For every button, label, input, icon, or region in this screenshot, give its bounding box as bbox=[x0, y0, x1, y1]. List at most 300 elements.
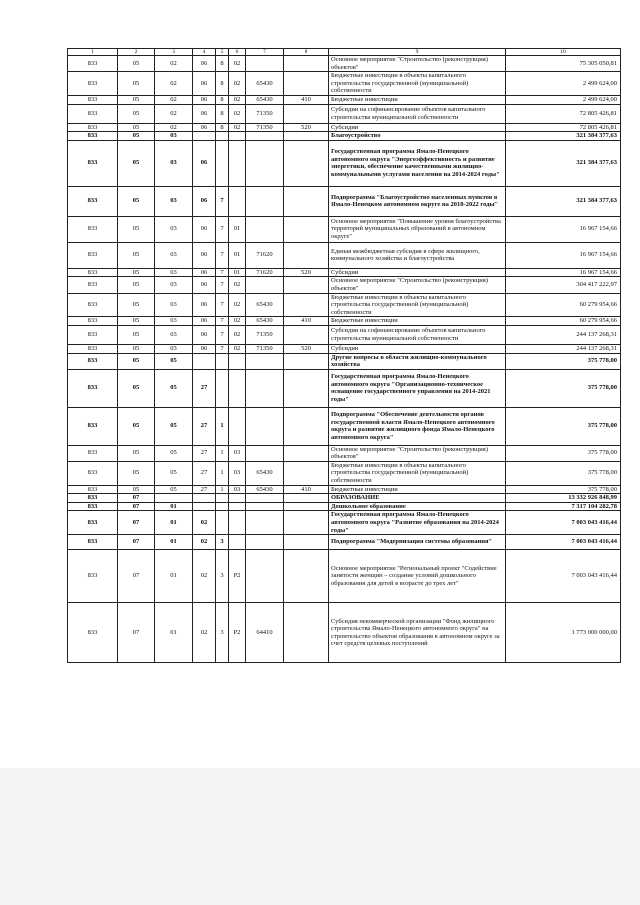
item-name-cell: Бюджетные инвестиции в объекты капитального строительства государственной (муниципальной) собственности bbox=[329, 293, 506, 317]
subsection-code-cell: 05 bbox=[155, 485, 193, 494]
ministry-code-cell: 833 bbox=[68, 353, 118, 369]
subprogram-code-cell: 7 bbox=[216, 186, 229, 216]
event-code-cell: P2 bbox=[229, 603, 246, 663]
subprogram-code-cell: 1 bbox=[216, 461, 229, 485]
direction-code-cell bbox=[246, 140, 284, 186]
direction-code-cell: 65430 bbox=[246, 485, 284, 494]
table-row bbox=[68, 461, 621, 485]
section-code-cell: 05 bbox=[118, 293, 155, 317]
ministry-code-cell: 833 bbox=[68, 56, 118, 72]
item-name-cell: Подпрограмма "Модернизация системы образования" bbox=[329, 535, 506, 550]
program-code-cell: 06 bbox=[193, 95, 216, 104]
subprogram-code-cell: 1 bbox=[216, 445, 229, 461]
ministry-code-cell: 833 bbox=[68, 502, 118, 511]
item-name-cell: Бюджетные инвестиции bbox=[329, 317, 506, 326]
direction-code-cell: 71350 bbox=[246, 123, 284, 132]
item-name-cell: ОБРАЗОВАНИЕ bbox=[329, 494, 506, 503]
program-code-cell: 06 bbox=[193, 186, 216, 216]
section-code-cell: 05 bbox=[118, 123, 155, 132]
expense-type-code-cell bbox=[284, 369, 329, 407]
amount-cell: 375 778,00 bbox=[506, 353, 621, 369]
direction-code-cell bbox=[246, 494, 284, 503]
table-row bbox=[68, 485, 621, 494]
direction-code-cell bbox=[246, 502, 284, 511]
section-code-cell: 05 bbox=[118, 140, 155, 186]
table-row bbox=[68, 353, 621, 369]
event-code-cell bbox=[229, 407, 246, 445]
subsection-code-cell: 03 bbox=[155, 344, 193, 353]
table-row bbox=[68, 502, 621, 511]
expense-type-code-cell bbox=[284, 494, 329, 503]
subsection-code-cell: 02 bbox=[155, 104, 193, 123]
direction-code-cell bbox=[246, 216, 284, 242]
direction-code-cell: 71620 bbox=[246, 268, 284, 277]
column-header: 8 bbox=[284, 49, 329, 56]
ministry-code-cell: 833 bbox=[68, 461, 118, 485]
direction-code-cell bbox=[246, 353, 284, 369]
amount-cell: 75 305 050,81 bbox=[506, 56, 621, 72]
subprogram-code-cell: 7 bbox=[216, 325, 229, 344]
amount-cell: 72 805 426,81 bbox=[506, 104, 621, 123]
ministry-code-cell: 833 bbox=[68, 325, 118, 344]
amount-cell: 375 778,00 bbox=[506, 407, 621, 445]
table-row bbox=[68, 317, 621, 326]
subprogram-code-cell: 7 bbox=[216, 242, 229, 268]
program-code-cell: 06 bbox=[193, 56, 216, 72]
ministry-code-cell: 833 bbox=[68, 494, 118, 503]
program-code-cell: 06 bbox=[193, 123, 216, 132]
item-name-cell: Подпрограмма "Благоустройство населенных пунктов в Ямало-Ненецком автономном округе на 2018-2022 годы" bbox=[329, 186, 506, 216]
table-row bbox=[68, 445, 621, 461]
ministry-code-cell: 833 bbox=[68, 242, 118, 268]
table-row bbox=[68, 95, 621, 104]
subprogram-code-cell bbox=[216, 511, 229, 535]
subsection-code-cell: 03 bbox=[155, 242, 193, 268]
section-code-cell: 05 bbox=[118, 56, 155, 72]
amount-cell: 7 003 043 416,44 bbox=[506, 550, 621, 603]
amount-cell: 7 003 043 416,44 bbox=[506, 511, 621, 535]
expense-type-code-cell bbox=[284, 72, 329, 96]
section-code-cell: 05 bbox=[118, 461, 155, 485]
amount-cell: 304 417 222,97 bbox=[506, 277, 621, 293]
table-row bbox=[68, 123, 621, 132]
subsection-code-cell: 05 bbox=[155, 461, 193, 485]
table-row bbox=[68, 268, 621, 277]
direction-code-cell: 64410 bbox=[246, 603, 284, 663]
item-name-cell: Бюджетные инвестиции bbox=[329, 95, 506, 104]
table-row bbox=[68, 535, 621, 550]
amount-cell: 244 137 268,31 bbox=[506, 344, 621, 353]
section-code-cell: 07 bbox=[118, 535, 155, 550]
direction-code-cell bbox=[246, 407, 284, 445]
direction-code-cell: 65430 bbox=[246, 461, 284, 485]
ministry-code-cell: 833 bbox=[68, 268, 118, 277]
event-code-cell bbox=[229, 186, 246, 216]
section-code-cell: 05 bbox=[118, 104, 155, 123]
item-name-cell: Дошкольное образование bbox=[329, 502, 506, 511]
subsection-code-cell: 03 bbox=[155, 216, 193, 242]
program-code-cell bbox=[193, 353, 216, 369]
ministry-code-cell: 833 bbox=[68, 293, 118, 317]
program-code-cell bbox=[193, 132, 216, 141]
column-header: 3 bbox=[155, 49, 193, 56]
subsection-code-cell: 01 bbox=[155, 502, 193, 511]
item-name-cell: Бюджетные инвестиции в объекты капитального строительства государственной (муниципальной) собственности bbox=[329, 72, 506, 96]
section-code-cell: 05 bbox=[118, 268, 155, 277]
subsection-code-cell: 03 bbox=[155, 293, 193, 317]
subsection-code-cell: 05 bbox=[155, 445, 193, 461]
item-name-cell: Другие вопросы в области жилищно-коммунального хозяйства bbox=[329, 353, 506, 369]
ministry-code-cell: 833 bbox=[68, 123, 118, 132]
amount-cell: 60 279 954,66 bbox=[506, 293, 621, 317]
amount-cell: 321 384 377,63 bbox=[506, 140, 621, 186]
event-code-cell: 01 bbox=[229, 268, 246, 277]
subprogram-code-cell: 8 bbox=[216, 123, 229, 132]
amount-cell: 72 805 426,81 bbox=[506, 123, 621, 132]
table-row bbox=[68, 293, 621, 317]
column-header: 6 bbox=[229, 49, 246, 56]
subsection-code-cell: 01 bbox=[155, 603, 193, 663]
program-code-cell: 06 bbox=[193, 216, 216, 242]
direction-code-cell bbox=[246, 186, 284, 216]
item-name-cell: Бюджетные инвестиции в объекты капитального строительства государственной (муниципальной) собственности bbox=[329, 461, 506, 485]
amount-cell: 2 499 624,00 bbox=[506, 72, 621, 96]
item-name-cell: Благоустройство bbox=[329, 132, 506, 141]
ministry-code-cell: 833 bbox=[68, 511, 118, 535]
amount-cell: 16 967 154,66 bbox=[506, 242, 621, 268]
event-code-cell bbox=[229, 140, 246, 186]
ministry-code-cell: 833 bbox=[68, 277, 118, 293]
expense-type-code-cell bbox=[284, 104, 329, 123]
expense-type-code-cell bbox=[284, 445, 329, 461]
program-code-cell: 06 bbox=[193, 104, 216, 123]
section-code-cell: 05 bbox=[118, 277, 155, 293]
subsection-code-cell: 02 bbox=[155, 56, 193, 72]
section-code-cell: 07 bbox=[118, 494, 155, 503]
amount-cell: 7 003 043 416,44 bbox=[506, 535, 621, 550]
subsection-code-cell: 02 bbox=[155, 95, 193, 104]
subprogram-code-cell: 7 bbox=[216, 344, 229, 353]
ministry-code-cell: 833 bbox=[68, 72, 118, 96]
item-name-cell: Субсидия некоммерческой организации "Фонд жилищного строительства Ямало-Ненецкого автономного округа" на строительство объектов образования в автономном округе за счет средств целевых поступлений bbox=[329, 603, 506, 663]
item-name-cell: Единая межбюджетная субсидия в сфере жилищного, коммунального хозяйства и благоустройства bbox=[329, 242, 506, 268]
program-code-cell: 02 bbox=[193, 550, 216, 603]
event-code-cell bbox=[229, 535, 246, 550]
event-code-cell bbox=[229, 132, 246, 141]
event-code-cell bbox=[229, 502, 246, 511]
program-code-cell: 27 bbox=[193, 407, 216, 445]
event-code-cell: 03 bbox=[229, 445, 246, 461]
table-row bbox=[68, 325, 621, 344]
table-row bbox=[68, 72, 621, 96]
program-code-cell: 02 bbox=[193, 511, 216, 535]
event-code-cell: 02 bbox=[229, 293, 246, 317]
column-header: 4 bbox=[193, 49, 216, 56]
program-code-cell: 06 bbox=[193, 268, 216, 277]
subsection-code-cell: 03 bbox=[155, 317, 193, 326]
expense-type-code-cell bbox=[284, 502, 329, 511]
section-code-cell: 05 bbox=[118, 325, 155, 344]
program-code-cell: 06 bbox=[193, 242, 216, 268]
event-code-cell bbox=[229, 353, 246, 369]
column-header: 2 bbox=[118, 49, 155, 56]
amount-cell: 16 967 154,66 bbox=[506, 268, 621, 277]
table-row bbox=[68, 494, 621, 503]
amount-cell: 244 137 268,31 bbox=[506, 325, 621, 344]
subprogram-code-cell bbox=[216, 353, 229, 369]
section-code-cell: 07 bbox=[118, 603, 155, 663]
item-name-cell: Бюджетные инвестиции bbox=[329, 485, 506, 494]
amount-cell: 2 499 624,00 bbox=[506, 95, 621, 104]
amount-cell: 375 778,00 bbox=[506, 461, 621, 485]
subprogram-code-cell: 3 bbox=[216, 603, 229, 663]
expense-type-code-cell bbox=[284, 535, 329, 550]
subprogram-code-cell: 8 bbox=[216, 56, 229, 72]
amount-cell: 60 279 954,66 bbox=[506, 317, 621, 326]
expense-type-code-cell bbox=[284, 461, 329, 485]
ministry-code-cell: 833 bbox=[68, 550, 118, 603]
direction-code-cell: 65430 bbox=[246, 72, 284, 96]
subsection-code-cell: 05 bbox=[155, 407, 193, 445]
event-code-cell: 01 bbox=[229, 242, 246, 268]
program-code-cell bbox=[193, 494, 216, 503]
amount-cell: 375 778,00 bbox=[506, 485, 621, 494]
subsection-code-cell: 01 bbox=[155, 535, 193, 550]
ministry-code-cell: 833 bbox=[68, 407, 118, 445]
section-code-cell: 05 bbox=[118, 485, 155, 494]
direction-code-cell: 65430 bbox=[246, 95, 284, 104]
table-row bbox=[68, 140, 621, 186]
amount-cell: 7 317 104 282,78 bbox=[506, 502, 621, 511]
section-code-cell: 05 bbox=[118, 344, 155, 353]
subsection-code-cell: 05 bbox=[155, 353, 193, 369]
event-code-cell: 02 bbox=[229, 95, 246, 104]
expense-type-code-cell bbox=[284, 140, 329, 186]
section-code-cell: 05 bbox=[118, 95, 155, 104]
subprogram-code-cell: 7 bbox=[216, 317, 229, 326]
table-row bbox=[68, 104, 621, 123]
ministry-code-cell: 833 bbox=[68, 95, 118, 104]
expense-type-code-cell bbox=[284, 293, 329, 317]
subsection-code-cell: 03 bbox=[155, 140, 193, 186]
amount-cell: 16 967 154,66 bbox=[506, 216, 621, 242]
ministry-code-cell: 833 bbox=[68, 104, 118, 123]
column-header-row bbox=[68, 49, 621, 56]
expense-type-code-cell bbox=[284, 132, 329, 141]
ministry-code-cell: 833 bbox=[68, 535, 118, 550]
section-code-cell: 05 bbox=[118, 132, 155, 141]
table-row bbox=[68, 216, 621, 242]
subprogram-code-cell: 7 bbox=[216, 216, 229, 242]
program-code-cell: 27 bbox=[193, 445, 216, 461]
table-row bbox=[68, 603, 621, 663]
expense-type-code-cell: 410 bbox=[284, 485, 329, 494]
event-code-cell: 02 bbox=[229, 277, 246, 293]
subsection-code-cell: 05 bbox=[155, 369, 193, 407]
table-row bbox=[68, 242, 621, 268]
expense-type-code-cell bbox=[284, 186, 329, 216]
expense-type-code-cell: 410 bbox=[284, 95, 329, 104]
expense-type-code-cell bbox=[284, 550, 329, 603]
expense-type-code-cell bbox=[284, 353, 329, 369]
ministry-code-cell: 833 bbox=[68, 186, 118, 216]
direction-code-cell: 71350 bbox=[246, 104, 284, 123]
amount-cell: 321 384 377,63 bbox=[506, 186, 621, 216]
program-code-cell: 06 bbox=[193, 140, 216, 186]
subprogram-code-cell: 1 bbox=[216, 407, 229, 445]
subsection-code-cell: 03 bbox=[155, 186, 193, 216]
event-code-cell: 02 bbox=[229, 344, 246, 353]
amount-cell: 321 384 377,63 bbox=[506, 132, 621, 141]
section-code-cell: 05 bbox=[118, 216, 155, 242]
program-code-cell: 27 bbox=[193, 461, 216, 485]
event-code-cell: 02 bbox=[229, 56, 246, 72]
subprogram-code-cell: 1 bbox=[216, 485, 229, 494]
direction-code-cell bbox=[246, 445, 284, 461]
ministry-code-cell: 833 bbox=[68, 140, 118, 186]
table-row bbox=[68, 344, 621, 353]
section-code-cell: 07 bbox=[118, 550, 155, 603]
expense-type-code-cell bbox=[284, 325, 329, 344]
program-code-cell: 06 bbox=[193, 72, 216, 96]
item-name-cell: Основное мероприятие "Повышение уровня благоустройства территорий муниципальных образований в автономном округе" bbox=[329, 216, 506, 242]
expense-type-code-cell bbox=[284, 56, 329, 72]
direction-code-cell bbox=[246, 511, 284, 535]
section-code-cell: 07 bbox=[118, 502, 155, 511]
amount-cell: 13 332 926 848,99 bbox=[506, 494, 621, 503]
subsection-code-cell bbox=[155, 494, 193, 503]
subprogram-code-cell bbox=[216, 369, 229, 407]
event-code-cell bbox=[229, 511, 246, 535]
expense-type-code-cell: 520 bbox=[284, 123, 329, 132]
table-row bbox=[68, 550, 621, 603]
section-code-cell: 05 bbox=[118, 407, 155, 445]
expense-type-code-cell bbox=[284, 216, 329, 242]
program-code-cell: 06 bbox=[193, 344, 216, 353]
subsection-code-cell: 01 bbox=[155, 550, 193, 603]
subprogram-code-cell: 3 bbox=[216, 550, 229, 603]
direction-code-cell: 65430 bbox=[246, 293, 284, 317]
ministry-code-cell: 833 bbox=[68, 445, 118, 461]
direction-code-cell: 71620 bbox=[246, 242, 284, 268]
event-code-cell: 03 bbox=[229, 485, 246, 494]
item-name-cell: Государственная программа Ямало-Ненецкого автономного округа "Энергоэффективность и развитие энергетики, обеспечение качественными жилищно-коммунальными услугами населения на 2014-2024 годы" bbox=[329, 140, 506, 186]
item-name-cell: Субсидии bbox=[329, 123, 506, 132]
item-name-cell: Подпрограмма "Обеспечение деятельности органов государственной власти Ямало-Ненецкого автономного округа и развитие жилищного фонда Ямало-Ненецкого автономного округа" bbox=[329, 407, 506, 445]
subprogram-code-cell: 8 bbox=[216, 72, 229, 96]
direction-code-cell bbox=[246, 535, 284, 550]
expense-type-code-cell: 520 bbox=[284, 268, 329, 277]
subsection-code-cell: 03 bbox=[155, 325, 193, 344]
amount-cell: 375 778,00 bbox=[506, 445, 621, 461]
direction-code-cell bbox=[246, 369, 284, 407]
expense-type-code-cell bbox=[284, 407, 329, 445]
expense-type-code-cell bbox=[284, 511, 329, 535]
table-row bbox=[68, 56, 621, 72]
direction-code-cell bbox=[246, 550, 284, 603]
event-code-cell: P2 bbox=[229, 550, 246, 603]
subprogram-code-cell bbox=[216, 132, 229, 141]
column-header: 5 bbox=[216, 49, 229, 56]
column-header: 10 bbox=[506, 49, 621, 56]
program-code-cell: 02 bbox=[193, 603, 216, 663]
expense-type-code-cell: 520 bbox=[284, 344, 329, 353]
direction-code-cell: 71350 bbox=[246, 325, 284, 344]
scan-margin bbox=[0, 768, 640, 905]
subsection-code-cell: 02 bbox=[155, 123, 193, 132]
subsection-code-cell: 02 bbox=[155, 72, 193, 96]
section-code-cell: 05 bbox=[118, 317, 155, 326]
subprogram-code-cell: 8 bbox=[216, 95, 229, 104]
program-code-cell: 27 bbox=[193, 485, 216, 494]
program-code-cell: 27 bbox=[193, 369, 216, 407]
event-code-cell: 02 bbox=[229, 72, 246, 96]
subprogram-code-cell: 7 bbox=[216, 277, 229, 293]
table-row bbox=[68, 132, 621, 141]
table-row bbox=[68, 277, 621, 293]
item-name-cell: Основное мероприятие "Строительство (реконструкция) объектов" bbox=[329, 277, 506, 293]
table-row bbox=[68, 369, 621, 407]
program-code-cell: 06 bbox=[193, 325, 216, 344]
ministry-code-cell: 833 bbox=[68, 369, 118, 407]
expense-type-code-cell bbox=[284, 277, 329, 293]
item-name-cell: Субсидии на софинансирование объектов капитального строительства муниципальной собственности bbox=[329, 325, 506, 344]
ministry-code-cell: 833 bbox=[68, 603, 118, 663]
program-code-cell bbox=[193, 502, 216, 511]
subprogram-code-cell: 7 bbox=[216, 268, 229, 277]
ministry-code-cell: 833 bbox=[68, 344, 118, 353]
direction-code-cell bbox=[246, 277, 284, 293]
event-code-cell bbox=[229, 369, 246, 407]
ministry-code-cell: 833 bbox=[68, 216, 118, 242]
subprogram-code-cell: 7 bbox=[216, 293, 229, 317]
column-header: 7 bbox=[246, 49, 284, 56]
table-row bbox=[68, 511, 621, 535]
event-code-cell: 01 bbox=[229, 216, 246, 242]
budget-table bbox=[67, 48, 621, 663]
subsection-code-cell: 03 bbox=[155, 268, 193, 277]
subprogram-code-cell: 8 bbox=[216, 104, 229, 123]
section-code-cell: 05 bbox=[118, 445, 155, 461]
ministry-code-cell: 833 bbox=[68, 317, 118, 326]
item-name-cell: Государственная программа Ямало-Ненецкого автономного округа "Развитие образования на 2014-2024 годы" bbox=[329, 511, 506, 535]
subsection-code-cell: 01 bbox=[155, 511, 193, 535]
direction-code-cell bbox=[246, 132, 284, 141]
section-code-cell: 05 bbox=[118, 353, 155, 369]
expense-type-code-cell: 410 bbox=[284, 317, 329, 326]
item-name-cell: Субсидии bbox=[329, 268, 506, 277]
table-row bbox=[68, 407, 621, 445]
ministry-code-cell: 833 bbox=[68, 485, 118, 494]
ministry-code-cell: 833 bbox=[68, 132, 118, 141]
event-code-cell: 02 bbox=[229, 104, 246, 123]
event-code-cell: 02 bbox=[229, 123, 246, 132]
item-name-cell: Основное мероприятие "Региональный проект "Содействие занятости женщин – создание условий дошкольного образования для детей в возрасте до трех лет" bbox=[329, 550, 506, 603]
item-name-cell: Основное мероприятие "Строительство (реконструкция) объектов" bbox=[329, 56, 506, 72]
event-code-cell: 02 bbox=[229, 317, 246, 326]
item-name-cell: Государственная программа Ямало-Ненецкого автономного округа "Организационно-техническое оснащение государственного управления на 2014-2021 годы" bbox=[329, 369, 506, 407]
program-code-cell: 06 bbox=[193, 317, 216, 326]
direction-code-cell bbox=[246, 56, 284, 72]
section-code-cell: 05 bbox=[118, 369, 155, 407]
section-code-cell: 07 bbox=[118, 511, 155, 535]
section-code-cell: 05 bbox=[118, 186, 155, 216]
subprogram-code-cell: 3 bbox=[216, 535, 229, 550]
column-header: 1 bbox=[68, 49, 118, 56]
section-code-cell: 05 bbox=[118, 72, 155, 96]
subprogram-code-cell bbox=[216, 494, 229, 503]
program-code-cell: 06 bbox=[193, 277, 216, 293]
